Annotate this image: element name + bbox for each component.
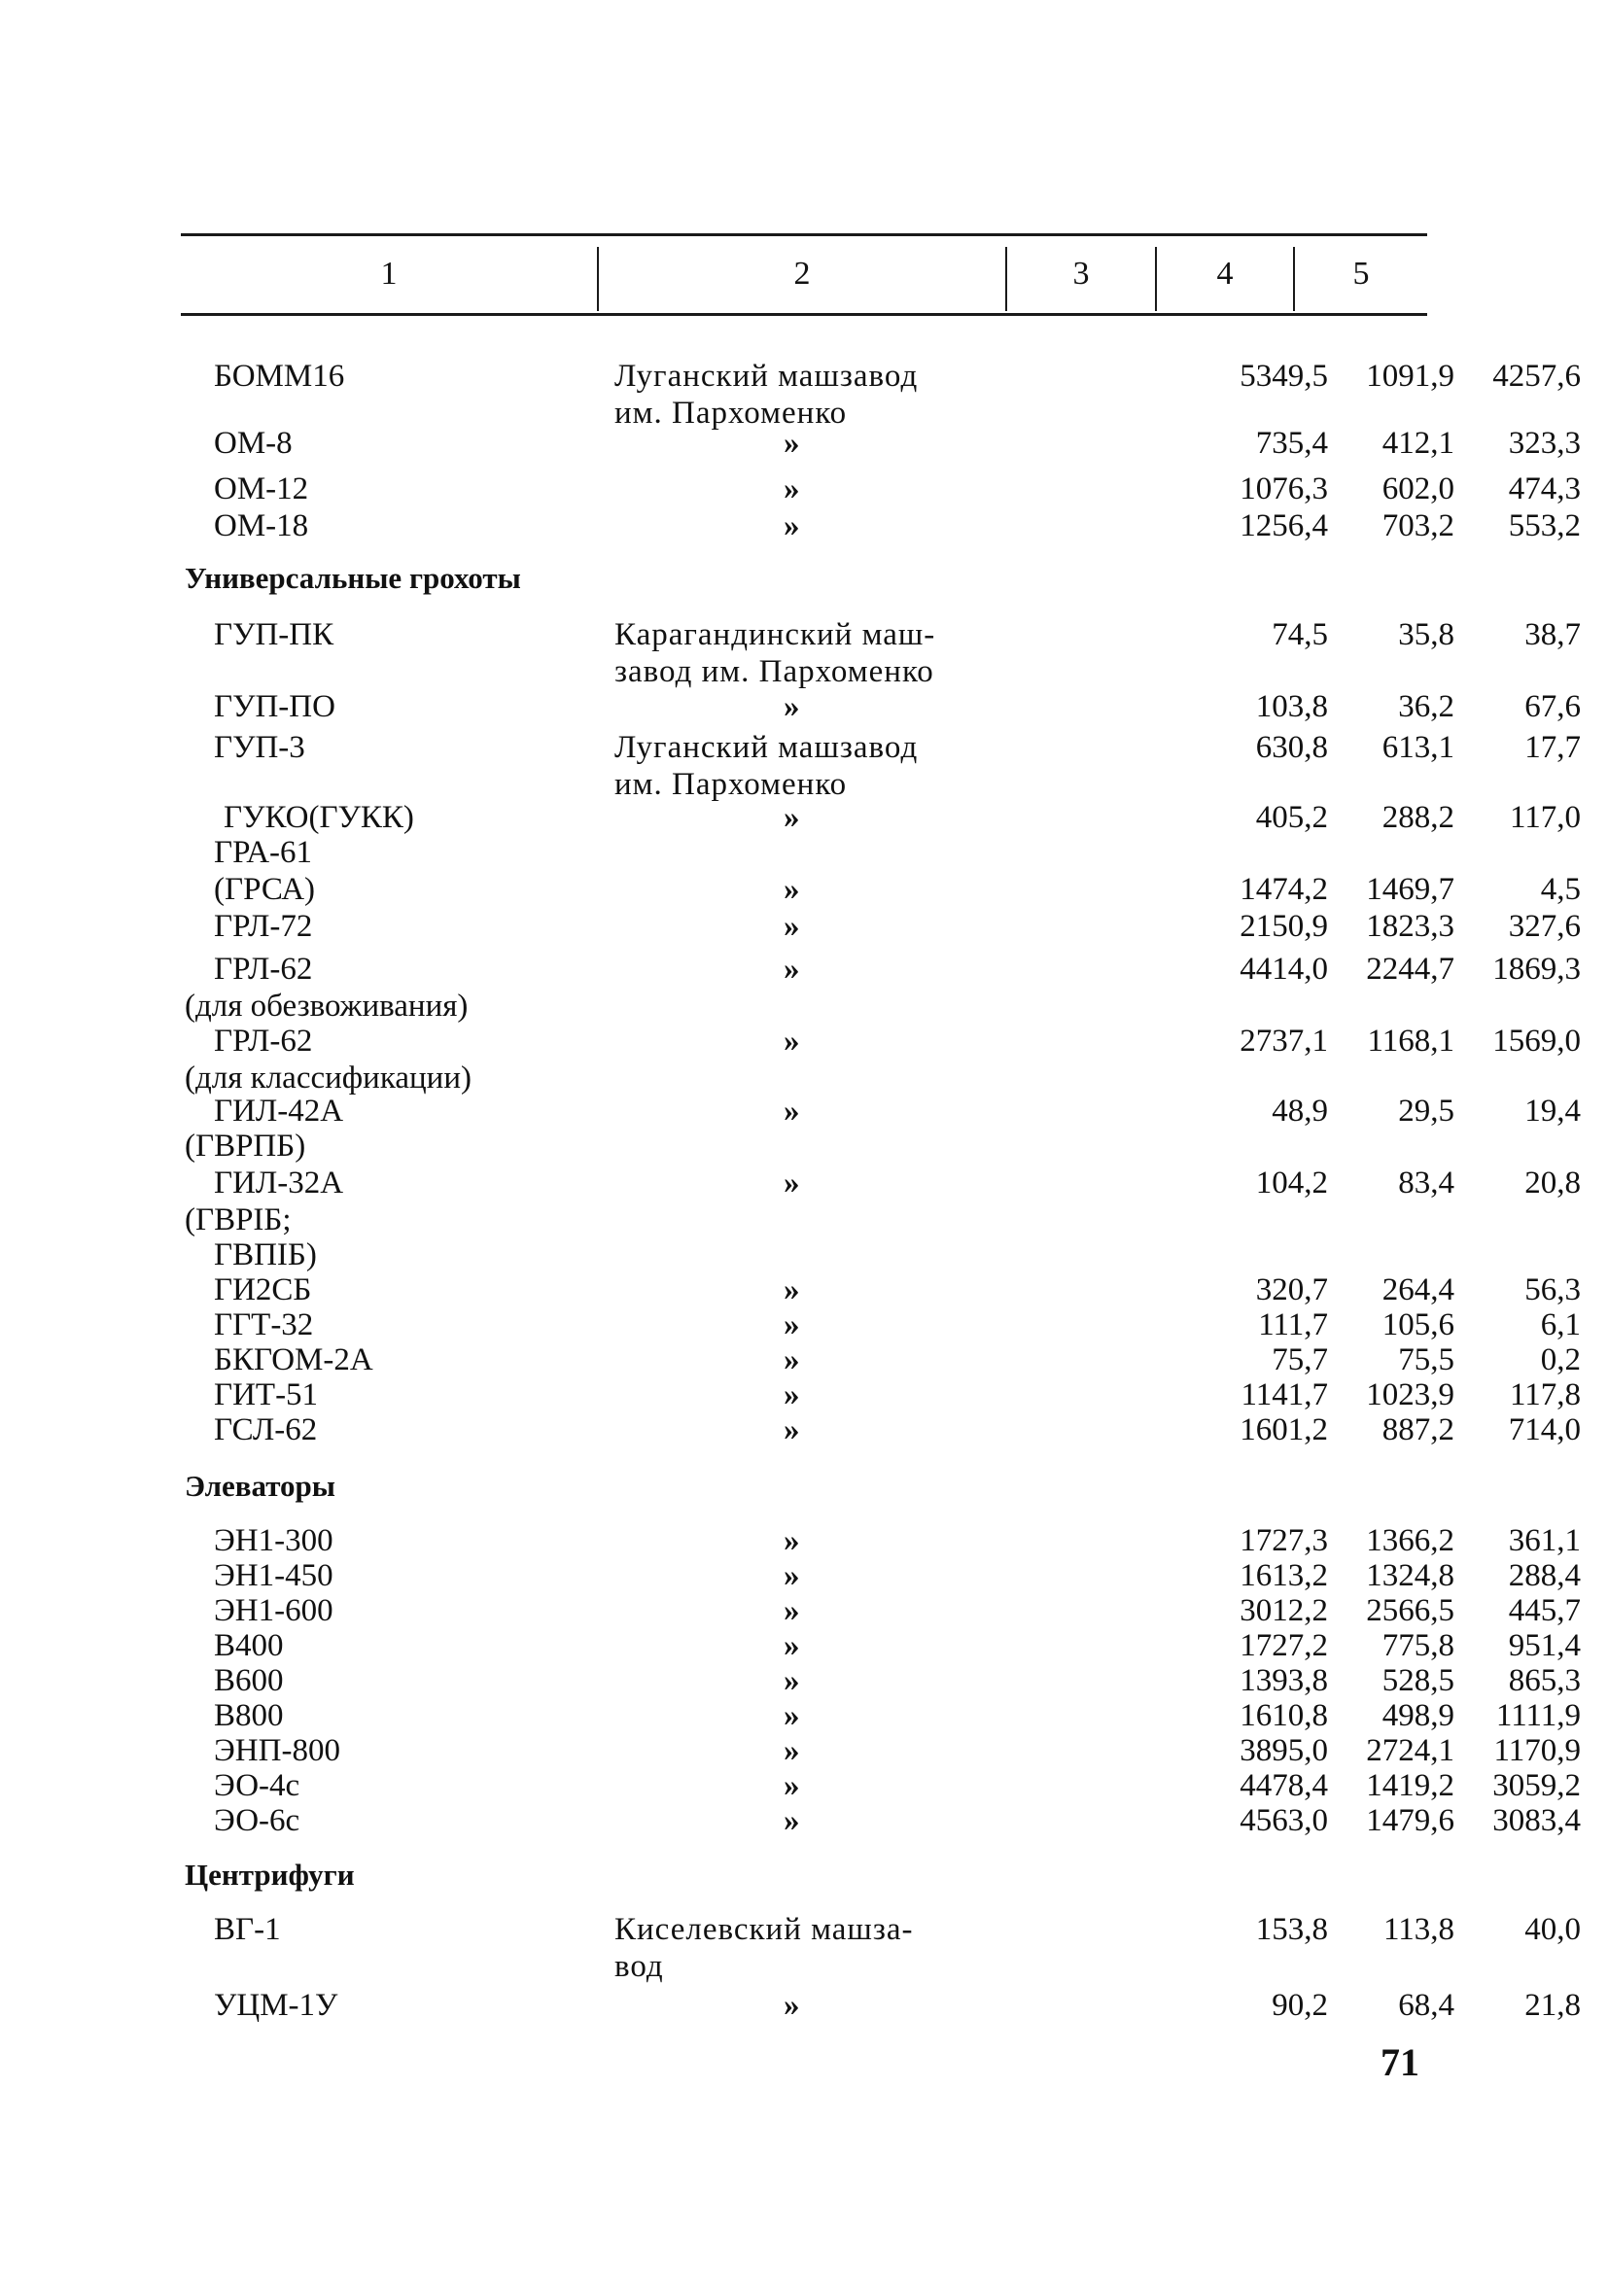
ditto-mark: »: [784, 1593, 801, 1628]
value-col-5: 288,4: [1508, 1558, 1581, 1593]
value-col-4: 113,8: [1382, 1912, 1454, 1947]
equipment-name: ГУП-ПК: [214, 617, 334, 652]
value-col-5: 40,0: [1524, 1912, 1581, 1947]
equipment-name: ГГТ-32: [214, 1307, 314, 1342]
table-row: [181, 871, 1581, 910]
manufacturer: Луганский машзавод: [614, 359, 919, 394]
value-col-3: 320,7: [1255, 1272, 1328, 1307]
equipment-name: ВГ-1: [214, 1912, 281, 1947]
value-col-3: 4414,0: [1240, 952, 1328, 987]
ditto-mark: »: [784, 689, 801, 724]
value-col-5: 1869,3: [1492, 952, 1581, 987]
ditto-mark: »: [784, 872, 801, 907]
equipment-name: (ГРСА): [214, 872, 316, 907]
value-col-4: 498,9: [1381, 1698, 1454, 1733]
value-col-5: 3059,2: [1492, 1768, 1581, 1803]
table-row: [181, 425, 1581, 464]
ditto-mark: »: [784, 800, 801, 835]
value-col-4: 36,2: [1398, 689, 1454, 724]
value-col-5: 117,0: [1509, 800, 1581, 835]
manufacturer: им. Пархоменко: [614, 767, 848, 802]
value-col-5: 714,0: [1508, 1412, 1581, 1447]
table-row: [181, 1165, 1581, 1203]
value-col-4: 703,2: [1381, 508, 1454, 543]
value-col-3: 4478,4: [1240, 1768, 1328, 1803]
value-col-3: 1256,4: [1240, 508, 1328, 543]
equipment-name: ГУП-3: [214, 730, 305, 765]
table-row: [181, 908, 1581, 947]
equipment-name: ГИ2СБ: [214, 1272, 312, 1307]
value-col-3: 1601,2: [1240, 1412, 1328, 1447]
value-col-3: 735,4: [1255, 426, 1328, 461]
table-row: [181, 358, 1581, 397]
header-col-4: 4: [1216, 256, 1234, 292]
value-col-3: 74,5: [1272, 617, 1328, 652]
table-row: [181, 653, 1427, 692]
equipment-name: ГУП-ПО: [214, 689, 335, 724]
value-col-3: 1727,2: [1240, 1628, 1328, 1663]
table-row: [181, 1201, 1427, 1240]
table-row: [181, 1732, 1581, 1771]
value-col-3: 405,2: [1255, 800, 1328, 835]
equipment-name: (для классификации): [185, 1061, 472, 1096]
value-col-3: 2737,1: [1240, 1024, 1328, 1059]
page-number: 71: [1381, 2040, 1419, 2084]
table-row: [181, 1662, 1581, 1701]
table-row: [181, 616, 1581, 655]
value-col-4: 528,5: [1381, 1663, 1454, 1698]
value-col-4: 105,6: [1381, 1307, 1454, 1342]
value-col-4: 2244,7: [1366, 952, 1454, 987]
equipment-name: ГРЛ-62: [214, 952, 313, 987]
header-col-1: 1: [380, 256, 398, 292]
value-col-3: 630,8: [1255, 730, 1328, 765]
value-col-3: 75,7: [1272, 1342, 1328, 1377]
value-col-3: 104,2: [1255, 1165, 1328, 1200]
manufacturer: им. Пархоменко: [614, 396, 848, 431]
equipment-name: В600: [214, 1663, 284, 1698]
table-row: [181, 1987, 1581, 2026]
table-row: [181, 688, 1581, 727]
equipment-name: В400: [214, 1628, 284, 1663]
value-col-4: 75,5: [1398, 1342, 1454, 1377]
value-col-3: 4563,0: [1240, 1803, 1328, 1838]
equipment-name: ОМ-8: [214, 426, 293, 461]
table-row: [181, 1627, 1581, 1666]
value-col-5: 474,3: [1508, 471, 1581, 506]
value-col-5: 17,7: [1524, 730, 1581, 765]
value-col-4: 288,2: [1381, 800, 1454, 835]
ditto-mark: »: [784, 1272, 801, 1307]
ditto-mark: »: [784, 508, 801, 543]
ditto-mark: »: [784, 1412, 801, 1447]
equipment-name: ЭН1-300: [214, 1523, 333, 1558]
table-row: [181, 834, 1427, 873]
ditto-mark: »: [784, 1663, 801, 1698]
table-row: [181, 1236, 1427, 1275]
value-col-5: 56,3: [1524, 1272, 1581, 1307]
equipment-name: (ГВРПБ): [185, 1129, 306, 1164]
table-row: [181, 1592, 1581, 1631]
value-col-5: 553,2: [1508, 508, 1581, 543]
value-col-4: 1168,1: [1367, 1024, 1454, 1059]
value-col-5: 4257,6: [1492, 359, 1581, 394]
value-col-3: 90,2: [1272, 1988, 1328, 2023]
equipment-name: (ГВРІБ;: [185, 1202, 292, 1237]
value-col-4: 412,1: [1381, 426, 1454, 461]
value-col-3: 103,8: [1255, 689, 1328, 724]
section-title: Центрифуги: [185, 1858, 355, 1892]
value-col-4: 264,4: [1381, 1272, 1454, 1307]
equipment-name: ГИЛ-42А: [214, 1094, 344, 1129]
table-row: [181, 1271, 1581, 1310]
equipment-name: В800: [214, 1698, 284, 1733]
value-col-3: 1727,3: [1240, 1523, 1328, 1558]
value-col-5: 865,3: [1508, 1663, 1581, 1698]
equipment-name: ГРЛ-72: [214, 909, 313, 944]
ditto-mark: »: [784, 1094, 801, 1129]
ditto-mark: »: [784, 1165, 801, 1200]
value-col-4: 68,4: [1398, 1988, 1454, 2023]
equipment-name: БОММ16: [214, 359, 345, 394]
ditto-mark: »: [784, 952, 801, 987]
value-col-3: 111,7: [1258, 1307, 1328, 1342]
ditto-mark: »: [784, 1768, 801, 1803]
table-top-rule: [181, 233, 1427, 236]
equipment-name: (для обезвоживания): [185, 989, 469, 1024]
manufacturer: завод им. Пархоменко: [614, 654, 934, 689]
ditto-mark: »: [784, 471, 801, 506]
value-col-4: 2566,5: [1366, 1593, 1454, 1628]
table-row: [181, 1697, 1581, 1736]
manufacturer: Карагандинский маш-: [614, 617, 936, 652]
value-col-3: 1141,7: [1241, 1377, 1328, 1412]
header-col-3: 3: [1072, 256, 1090, 292]
equipment-name: ЭНП-800: [214, 1733, 340, 1768]
equipment-name: ГВПІБ): [214, 1237, 317, 1272]
value-col-5: 1569,0: [1492, 1024, 1581, 1059]
table-row: [181, 507, 1581, 546]
value-col-4: 83,4: [1398, 1165, 1454, 1200]
value-col-5: 19,4: [1524, 1094, 1581, 1129]
value-col-5: 1170,9: [1493, 1733, 1581, 1768]
value-col-4: 613,1: [1381, 730, 1454, 765]
value-col-3: 5349,5: [1240, 359, 1328, 394]
value-col-5: 20,8: [1524, 1165, 1581, 1200]
value-col-5: 3083,4: [1492, 1803, 1581, 1838]
value-col-4: 887,2: [1381, 1412, 1454, 1447]
value-col-3: 48,9: [1272, 1094, 1328, 1129]
equipment-name: ЭО-4с: [214, 1768, 300, 1803]
table-row: [181, 1767, 1581, 1806]
table-row: [181, 1557, 1581, 1596]
value-col-5: 4,5: [1540, 872, 1581, 907]
equipment-name: ЭН1-600: [214, 1593, 333, 1628]
value-col-5: 361,1: [1508, 1523, 1581, 1558]
equipment-name: УЦМ-1У: [214, 1988, 338, 2023]
equipment-name: БКГОМ-2А: [214, 1342, 373, 1377]
equipment-name: ГРА-61: [214, 835, 313, 870]
value-col-4: 1479,6: [1366, 1803, 1454, 1838]
value-col-3: 3012,2: [1240, 1593, 1328, 1628]
value-col-5: 327,6: [1508, 909, 1581, 944]
table-row: [181, 470, 1581, 509]
value-col-4: 1023,9: [1366, 1377, 1454, 1412]
value-col-5: 38,7: [1524, 617, 1581, 652]
table-row: [181, 1093, 1581, 1131]
value-col-4: 1091,9: [1366, 359, 1454, 394]
table-row: [181, 951, 1581, 990]
value-col-4: 775,8: [1381, 1628, 1454, 1663]
value-col-5: 1111,9: [1495, 1698, 1581, 1733]
section-heading: [181, 560, 1427, 599]
value-col-3: 1076,3: [1240, 471, 1328, 506]
value-col-4: 2724,1: [1366, 1733, 1454, 1768]
ditto-mark: »: [784, 1733, 801, 1768]
table-row: [181, 799, 1581, 838]
value-col-4: 1823,3: [1366, 909, 1454, 944]
table-row: [181, 1023, 1581, 1061]
ditto-mark: »: [784, 909, 801, 944]
header-col-2: 2: [793, 256, 811, 292]
value-col-4: 29,5: [1398, 1094, 1454, 1129]
ditto-mark: »: [784, 1803, 801, 1838]
value-col-4: 35,8: [1398, 617, 1454, 652]
table-row: [181, 1411, 1581, 1450]
value-col-3: 3895,0: [1240, 1733, 1328, 1768]
header-col-5: 5: [1352, 256, 1370, 292]
value-col-5: 6,1: [1540, 1307, 1581, 1342]
equipment-name: ОМ-18: [214, 508, 309, 543]
equipment-name: ГИЛ-32А: [214, 1165, 344, 1200]
ditto-mark: »: [784, 1558, 801, 1593]
table-row: [181, 988, 1427, 1026]
equipment-name: ЭН1-450: [214, 1558, 333, 1593]
equipment-name: ОМ-12: [214, 471, 309, 506]
value-col-5: 445,7: [1508, 1593, 1581, 1628]
value-col-4: 1366,2: [1366, 1523, 1454, 1558]
value-col-5: 67,6: [1524, 689, 1581, 724]
value-col-3: 1393,8: [1240, 1663, 1328, 1698]
table-row: [181, 1948, 1427, 1987]
value-col-5: 21,8: [1524, 1988, 1581, 2023]
table-header-rule: [181, 313, 1427, 316]
ditto-mark: »: [784, 426, 801, 461]
manufacturer: вод: [614, 1949, 664, 1984]
table-row: [181, 1128, 1427, 1166]
value-col-3: 1610,8: [1240, 1698, 1328, 1733]
equipment-name: ГИТ-51: [214, 1377, 319, 1412]
table-row: [181, 1802, 1581, 1841]
value-col-4: 1419,2: [1366, 1768, 1454, 1803]
section-title: Элеваторы: [185, 1469, 335, 1503]
table-row: [181, 1376, 1581, 1415]
equipment-name: ГУКО(ГУКК): [224, 800, 414, 835]
ditto-mark: »: [784, 1523, 801, 1558]
equipment-name: ГРЛ-62: [214, 1024, 313, 1059]
value-col-5: 0,2: [1540, 1342, 1581, 1377]
equipment-name: ЭО-6с: [214, 1803, 300, 1838]
value-col-4: 602,0: [1381, 471, 1454, 506]
value-col-4: 1324,8: [1366, 1558, 1454, 1593]
value-col-3: 2150,9: [1240, 909, 1328, 944]
manufacturer: Луганский машзавод: [614, 730, 919, 765]
ditto-mark: »: [784, 1698, 801, 1733]
table-row: [181, 1522, 1581, 1561]
value-col-5: 323,3: [1508, 426, 1581, 461]
ditto-mark: »: [784, 1988, 801, 2023]
ditto-mark: »: [784, 1342, 801, 1377]
equipment-name: ГСЛ-62: [214, 1412, 318, 1447]
table-row: [181, 1341, 1581, 1380]
ditto-mark: »: [784, 1024, 801, 1059]
ditto-mark: »: [784, 1628, 801, 1663]
section-title: Универсальные грохоты: [185, 561, 521, 595]
ditto-mark: »: [784, 1307, 801, 1342]
table-row: [181, 1306, 1581, 1345]
value-col-3: 1474,2: [1240, 872, 1328, 907]
section-heading: [181, 1468, 1427, 1507]
table-row: [181, 729, 1581, 768]
table-row: [181, 1911, 1581, 1950]
section-heading: [181, 1857, 1427, 1896]
value-col-5: 117,8: [1509, 1377, 1581, 1412]
value-col-3: 1613,2: [1240, 1558, 1328, 1593]
value-col-5: 951,4: [1508, 1628, 1581, 1663]
ditto-mark: »: [784, 1377, 801, 1412]
value-col-4: 1469,7: [1366, 872, 1454, 907]
manufacturer: Киселевский машза-: [614, 1912, 914, 1947]
value-col-3: 153,8: [1255, 1912, 1328, 1947]
